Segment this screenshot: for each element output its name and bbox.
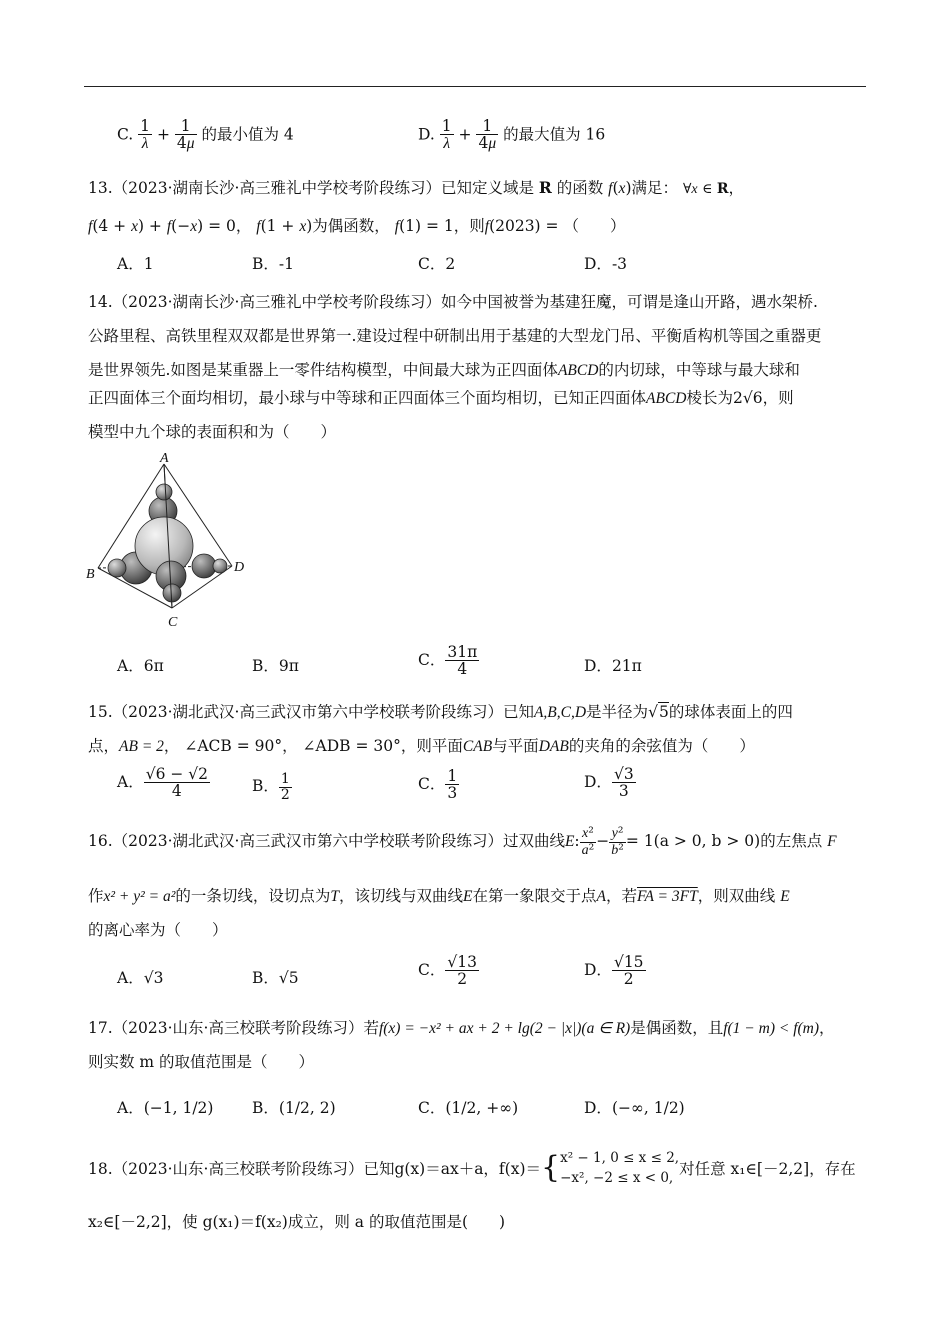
header-rule xyxy=(84,86,866,87)
q16-option-d[interactable]: D． $\frac{√15}{2}$ xyxy=(584,953,644,989)
q13-stem-line1: 13.（2023·湖南长沙·高三雅礼中学校考阶段练习）已知定义域是 R 的函数 f(x)满足： ∀x ∈ R， xyxy=(88,178,745,197)
q16-option-c[interactable]: C． $\frac{√13}{2}$ xyxy=(418,953,477,989)
q14-option-a[interactable]: A．6π xyxy=(117,657,164,675)
q14-option-d[interactable]: D．21π xyxy=(584,657,642,675)
q14-option-b[interactable]: B．9π xyxy=(252,657,299,675)
q14-stem-line1: 14.（2023·湖南长沙·高三雅礼中学校考阶段练习）如今中国被誉为基建狂魔，可谓是逢山开路，遇水架桥. xyxy=(88,293,818,311)
q15-stem-line1: 15.（2023·湖北武汉·高三武汉市第六中学校联考阶段练习）已知A,B,C,D是半径为√5的球体表面上的四 xyxy=(88,703,793,721)
q17-stem-line2: 则实数 m 的取值范围是（ ） xyxy=(88,1053,315,1071)
q14-stem-line3: 是世界领先.如图是某重器上一零件结构模型，中间最大球为正四面体ABCD的内切球，中等球与最大球和 xyxy=(88,361,800,379)
vertex-label-a: A xyxy=(160,451,169,466)
q16-stem-line1: 16.（2023·湖北武汉·高三武汉市第六中学校联考阶段练习）过双曲线E: $\frac{\text{x²}}{\text{a²}}$ − $\frac{\text{y²}}{\text{b²}}$ = 1(a > 0, b > 0)的左焦点 F xyxy=(88,825,837,858)
q18-stem-line2: x₂∈[－2,2]，使 g(x₁)＝f(x₂)成立，则 a 的取值范围是( ) xyxy=(88,1213,506,1231)
q13-stem-line2: f(4 + x) + f(−x) = 0， f(1 + x)为偶函数， f(1) = 1，则f(2023) = （ ） xyxy=(88,217,626,235)
q17-option-a[interactable]: A．(−1, 1/2) xyxy=(117,1099,214,1117)
vertex-label-c: C xyxy=(168,615,178,630)
q12-option-d[interactable]: D. $\frac{1}{\lambda}$ + $\frac{1}{4\mu}$ 的最大值为 16 xyxy=(418,117,606,153)
q13-option-a[interactable]: A．1 xyxy=(117,255,154,273)
q17-option-b[interactable]: B．(1/2, 2) xyxy=(252,1099,336,1117)
q15-stem-line2: 点，AB = 2， ∠ACB = 90°， ∠ADB = 30°，则平面CAB与平面DAB的夹角的余弦值为（ ） xyxy=(88,737,755,755)
q13-option-b[interactable]: B．-1 xyxy=(252,255,294,273)
tetrahedron-figure xyxy=(84,448,256,630)
vertex-label-d: D xyxy=(234,560,245,575)
q15-option-c[interactable]: C． $\frac{1}{3}$ xyxy=(418,767,458,803)
q17-stem-line1: 17.（2023·山东·高三校联考阶段练习）若f(x) = −x² + ax + 2 + lg(2 − |x|)(a ∈ R)是偶函数，且f(1 − m) < f(m)， xyxy=(88,1019,835,1037)
q15-option-d[interactable]: D． $\frac{√3}{3}$ xyxy=(584,765,634,801)
q12-option-c[interactable]: C. $\frac{1}{\lambda}$ + $\frac{1}{4\mu}$ 的最小值为 4 xyxy=(117,117,294,153)
q16-option-b[interactable]: B．√5 xyxy=(252,969,299,987)
q14-stem-line4: 正四面体三个面均相切，最小球与中等球和正四面体三个面均相切，已知正四面体ABCD棱长为2√6，则 xyxy=(88,389,794,407)
q13-option-d[interactable]: D．-3 xyxy=(584,255,628,273)
q16-option-a[interactable]: A．√3 xyxy=(117,969,164,987)
q14-stem-line5: 模型中九个球的表面积和为（ ） xyxy=(88,423,337,441)
q13-option-c[interactable]: C．2 xyxy=(418,255,456,273)
q16-stem-line3: 的离心率为（ ） xyxy=(88,921,228,939)
q15-option-a[interactable]: A． $\frac{√6 - √2}{4}$ xyxy=(117,765,209,801)
q14-stem-line2: 公路里程、高铁里程双双都是世界第一.建设过程中研制出用于基建的大型龙门吊、平衡盾构机等国之重器更 xyxy=(88,327,822,345)
q16-stem-line2: 作x² + y² = a²的一条切线，设切点为T，该切线与双曲线E在第一象限交于点A，若FA = 3FT，则双曲线 E xyxy=(88,887,790,905)
q14-option-c[interactable]: C． $\frac{31\pi}{4}$ xyxy=(418,643,478,679)
vertex-label-b: B xyxy=(86,567,95,582)
q15-option-b[interactable]: B． $\frac{1}{2}$ xyxy=(252,771,290,803)
q17-option-c[interactable]: C．(1/2, +∞) xyxy=(418,1099,519,1117)
q18-stem-line1: 18.（2023·山东·高三校联考阶段练习）已知g(x)＝ax＋a，f(x)＝{ x² − 1, 0 ≤ x ≤ 2, −x², −2 ≤ x < 0, 对任意 x₁∈[－2,2]，存在 xyxy=(88,1150,856,1187)
q17-option-d[interactable]: D．(−∞, 1/2) xyxy=(584,1099,685,1117)
